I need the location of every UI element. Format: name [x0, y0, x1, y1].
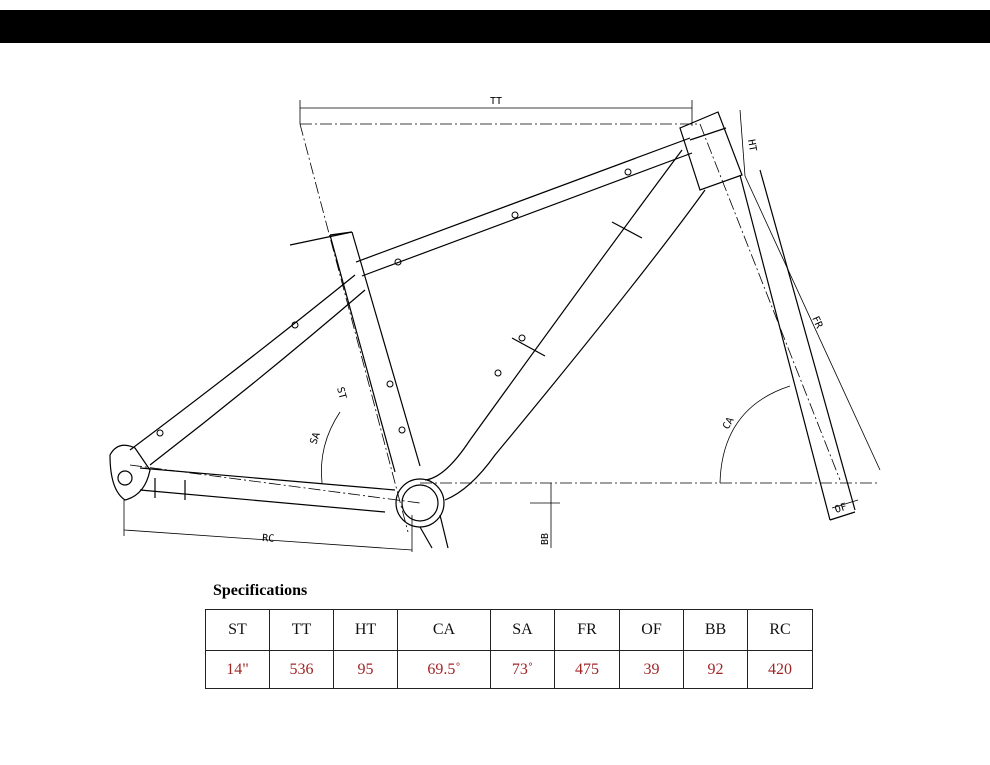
- spec-value-row: [206, 651, 813, 689]
- fr-label: FR: [809, 314, 825, 331]
- rear-dropout: [110, 445, 150, 500]
- specifications-title: Specifications: [213, 582, 308, 599]
- down-tube: [425, 150, 705, 500]
- spec-header-rc: RC: [748, 610, 813, 651]
- spec-value-ht: 95: [334, 651, 398, 689]
- ht-dimension-line: [740, 110, 745, 176]
- st-label: ST: [334, 385, 348, 401]
- rc-label: RC: [261, 533, 275, 545]
- ca-angle-arc: [720, 386, 790, 483]
- cable-guides: [157, 169, 631, 436]
- spec-header-fr: FR: [555, 610, 620, 651]
- sa-angle-arc: [321, 412, 340, 483]
- of-label: OF: [833, 501, 849, 516]
- specifications-table: [205, 609, 813, 689]
- ca-label: CA: [721, 415, 737, 432]
- spec-value-tt: 536: [270, 651, 334, 689]
- spec-header-st: ST: [206, 610, 270, 651]
- spec-value-st: 14": [206, 651, 270, 689]
- seat-tube: [290, 232, 420, 472]
- spec-header-ht: HT: [334, 610, 398, 651]
- bottom-bracket: [396, 479, 448, 548]
- rc-reference-line: [130, 465, 420, 503]
- spec-header-row: [206, 610, 813, 651]
- tt-label: TT: [490, 96, 503, 107]
- bb-label: BB: [540, 532, 551, 545]
- spec-value-rc: 420: [748, 651, 813, 689]
- spec-header-bb: BB: [684, 610, 748, 651]
- ht-label: HT: [745, 138, 758, 153]
- spec-value-sa: 73˚: [491, 651, 555, 689]
- st-axis-line: [300, 124, 408, 532]
- spec-value-of: 39: [620, 651, 684, 689]
- spec-header-sa: SA: [491, 610, 555, 651]
- spec-value-fr: 475: [555, 651, 620, 689]
- spec-value-bb: 92: [684, 651, 748, 689]
- spec-header-of: OF: [620, 610, 684, 651]
- fork: [740, 170, 855, 520]
- spec-header-ca: CA: [398, 610, 491, 651]
- chain-stay: [140, 468, 395, 512]
- spec-value-ca: 69.5˚: [398, 651, 491, 689]
- top-tube: [356, 138, 692, 276]
- spec-header-tt: TT: [270, 610, 334, 651]
- sa-label: SA: [308, 430, 323, 447]
- seat-stay: [130, 275, 365, 465]
